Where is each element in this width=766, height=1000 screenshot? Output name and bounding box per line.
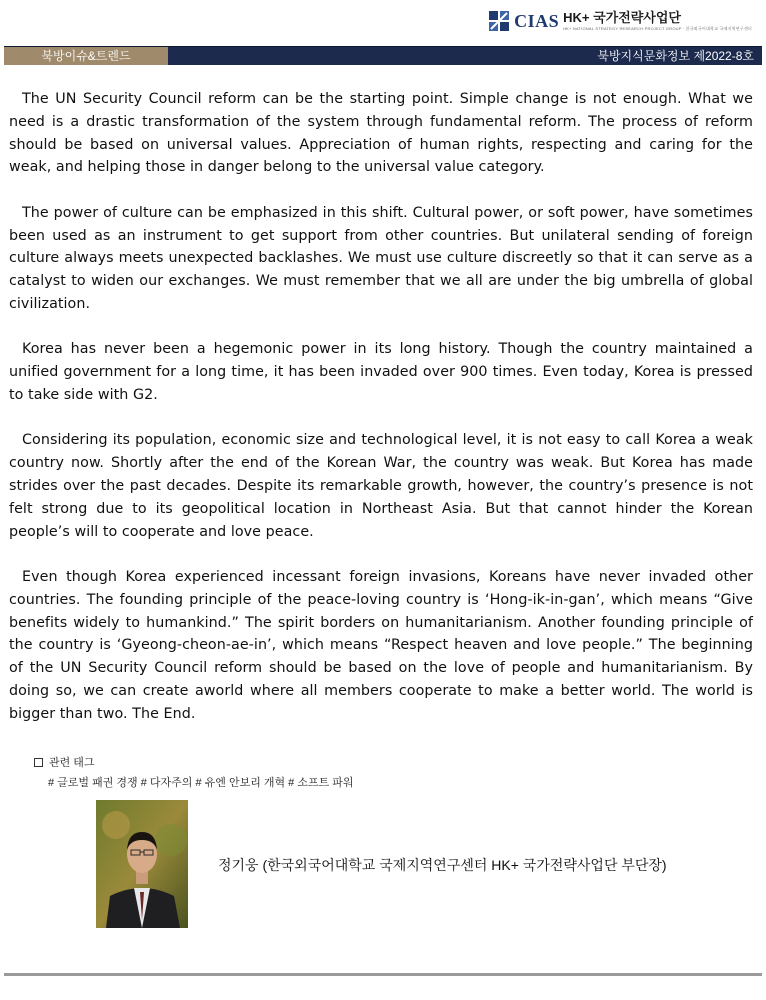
logo-brand: CIAS: [514, 10, 560, 31]
logo-subtitle: HK+ NATIONAL STRATEGY RESEARCH PROJECT GROUP · 한국외국어대학교 국제지역연구센터: [563, 26, 752, 31]
article-paragraph: Korea has never been a hegemonic power in its long history. Though the country maintained a unified government for a long time, it has been invaded over 900 times. Even today, Korea is pressed to take side with G2.: [9, 341, 753, 403]
checkbox-icon: [34, 758, 43, 767]
article-paragraph: Considering its population, economic size and technological level, it is not easy to call Korea a weak country now. Shortly after the end of the Korean War, the country was weak. But Korea has made strides over the past decades. Despite its remarkable growth, however, the country’s presence is not felt strong due to its geopolitical location in Northeast Asia. But that cannot hinder the Korean people’s will to cooperate and love peace.: [9, 432, 753, 540]
author-portrait-icon: [96, 800, 188, 928]
cias-logo: [488, 10, 752, 32]
logo-title: HK+ 국가전략사업단: [563, 10, 681, 25]
footer-divider: [4, 973, 762, 976]
author-photo: [96, 800, 188, 928]
header-issue-number: 북방지식문화정보 제2022-8호: [597, 49, 754, 63]
author-credit: 정기웅 (한국외국어대학교 국제지역연구센터 HK+ 국가전략사업단 부단장): [218, 857, 667, 873]
header-section-label: 북방이슈&트렌드: [4, 47, 168, 65]
tags-heading: 관련 태그: [49, 757, 95, 769]
tags-heading-row: [34, 754, 354, 770]
article-body: [9, 88, 753, 748]
cias-emblem-icon: [488, 10, 510, 32]
related-tags: [34, 754, 354, 790]
article-paragraph: The power of culture can be emphasized in this shift. Cultural power, or soft power, have sometimes been used as an instrument to get support from other countries. But unilateral sending of foreign culture always meets unexpected backlashes. We must use culture discreetly so that it can serve as a catalyst to widen our exchanges. We must remember that we all are under the big umbrella of global civilization.: [9, 204, 753, 312]
article-paragraph: The UN Security Council reform can be the starting point. Simple change is not enough. What we need is a drastic transformation of the system through fundamental reform. The process of reform should be based on universal values. Appreciation of human rights, respecting and caring for the weak, and helping those in danger belong to the universal value category.: [9, 91, 753, 176]
article-paragraph: Even though Korea experienced incessant foreign invasions, Koreans have never invaded other countries. The founding principle of the peace-loving country is ‘Hong-ik-in-gan’, which means “Give benefits widely to humankind.” The spirit borders on humanitarianism. Another founding principle of the country is ‘Gyeong-cheon-ae-in’, which means “Respect heaven and love people.” The beginning of the UN Security Council reform should be based on the love of people and humanitarianism. By doing so, we can create aworld where all members cooperate to make a better world. The world is bigger than two. The End.: [9, 568, 753, 722]
header-bar: [4, 46, 762, 65]
tags-list: # 글로벌 패권 경쟁 # 다자주의 # 유엔 안보리 개혁 # 소프트 파워: [48, 777, 354, 789]
